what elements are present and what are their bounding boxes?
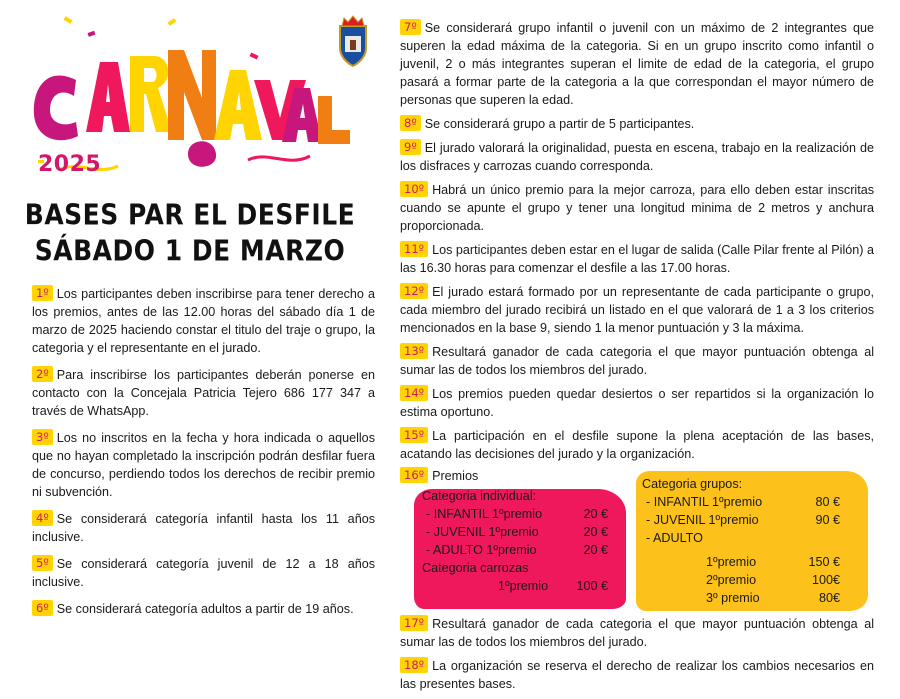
prize-label: 1ºpremio	[498, 579, 549, 593]
rule-18	[400, 657, 874, 693]
rule-number: 4º	[32, 510, 53, 526]
prize-value: 100 €	[576, 579, 608, 593]
rule-6	[32, 600, 375, 618]
prize-label: - ADULTO 1ºpremio	[426, 543, 537, 557]
rule-1	[32, 285, 375, 357]
rule-8	[400, 115, 874, 133]
prize-value: 20 €	[583, 525, 608, 539]
group-category-heading: Categoria grupos:	[642, 477, 743, 491]
rule-3	[32, 429, 375, 501]
rule-text: Para inscribirse los participantes deberán ponerse en contacto con la Concejala Patricia Tejero 686 177 347 a través de WhatsApp.	[32, 368, 375, 418]
prize-value: 150 €	[808, 555, 840, 569]
year-label: 2025	[38, 152, 102, 177]
rule-number: 10º	[400, 181, 428, 197]
rule-5	[32, 555, 375, 591]
rule-text: Resultará ganador de cada categoria el que mayor puntuación obtenga al sumar las de todos los miembros del jurado.	[400, 617, 874, 649]
rules-left-column	[32, 285, 375, 627]
rule-text: La participación en el desfile supone la plena aceptación de las bases, acatando las decisiones del jurado y la organización.	[400, 429, 874, 461]
rule-7	[400, 19, 874, 109]
rule-number: 5º	[32, 555, 53, 571]
rule-text: La organización se reserva el derecho de realizar los cambios necesarios en las presentes bases.	[400, 659, 874, 691]
rule-number: 14º	[400, 385, 428, 401]
rule-number: 11º	[400, 241, 428, 257]
prize-label: - INFANTIL 1ºpremio	[646, 495, 763, 509]
rule-text: Los participantes deben inscribirse para tener derecho a los premios, antes de las 12.00 horas del sábado día 1 de marzo de 2025 haciendo constar el titulo del traje o grupo, la categoria y el representante en el jurado.	[32, 287, 375, 355]
rule-text: Se considerará categoría juvenil de 12 a 18 años inclusive.	[32, 557, 375, 589]
rule-13	[400, 343, 874, 379]
prize-value: 80 €	[815, 495, 840, 509]
rule-17	[400, 615, 874, 651]
rule-number: 9º	[400, 139, 421, 155]
prize-value: 20 €	[583, 507, 608, 521]
rule-11	[400, 241, 874, 277]
rule-number: 17º	[400, 615, 428, 631]
coat-of-arms-icon	[336, 16, 370, 68]
rule-2	[32, 366, 375, 420]
rule-text: El jurado valorará la originalidad, puesta en escena, trabajo en la realización de los disfraces y carrozas cuando corresponda.	[400, 141, 874, 173]
rule-number: 1º	[32, 285, 53, 301]
rules-right-column	[400, 19, 874, 699]
prize-label: - ADULTO	[646, 531, 703, 545]
rule-number: 13º	[400, 343, 428, 359]
rule-12	[400, 283, 874, 337]
individual-category-heading: Categoria individual:	[422, 489, 537, 503]
rule-text: Los premios pueden quedar desiertos o ser repartidos si la organización lo estima oportuno.	[400, 387, 874, 419]
rule-text: Premios	[432, 469, 479, 483]
rule-text: Se considerará categoría adultos a partir de 19 años.	[56, 602, 354, 616]
rule-number: 6º	[32, 600, 53, 616]
rule-10	[400, 181, 874, 235]
rule-9	[400, 139, 874, 175]
rule-number: 8º	[400, 115, 421, 131]
prize-value: 80€	[818, 591, 840, 605]
rule-15	[400, 427, 874, 463]
rule-number: 18º	[400, 657, 428, 673]
rule-number: 7º	[400, 19, 421, 35]
page-title-line-2: SÁBADO 1 DE MARZO	[34, 233, 346, 268]
prize-value: 90 €	[815, 513, 840, 527]
rule-number: 12º	[400, 283, 428, 299]
prize-label: 2ºpremio	[706, 573, 757, 587]
rule-4	[32, 510, 375, 546]
rule-number: 15º	[400, 427, 428, 443]
rule-text: Los no inscritos en la fecha y hora indicada o aquellos que no hayan completado la inscripción podrán desfilar fuera de concurso, perdiendo todos los derechos de recibir premio ni subvención.	[32, 431, 375, 499]
rule-text: Se considerará grupo a partir de 5 participantes.	[424, 117, 695, 131]
carrozas-category-heading: Categoria carrozas	[422, 561, 529, 575]
rule-text: Habrá un único premio para la mejor carroza, para ello deben estar inscritas cuando se apunte el grupo y tener una longitud minima de 2 metros y anchura proporcionada.	[400, 183, 874, 233]
carnaval-logo	[18, 10, 363, 195]
prize-value: 100€	[811, 573, 840, 587]
rule-text: Los participantes deben estar en el lugar de salida (Calle Pilar frente al Pilón) a las 16.30 horas para comenzar el desfile a las 17.00 horas.	[400, 243, 874, 275]
prize-label: 3º premio	[706, 591, 760, 605]
prize-label: - JUVENIL 1ºpremio	[426, 525, 539, 539]
rule-text: Resultará ganador de cada categoria el que mayor puntuación obtenga al sumar las de todos los miembros del jurado.	[400, 345, 874, 377]
prize-label: - JUVENIL 1ºpremio	[646, 513, 759, 527]
prize-label: 1ºpremio	[706, 555, 757, 569]
prize-label: - INFANTIL 1ºpremio	[426, 507, 543, 521]
prizes-section	[400, 477, 874, 611]
rule-text: Se considerará categoría infantil hasta los 11 años inclusive.	[32, 512, 375, 544]
rule-number: 3º	[32, 429, 53, 445]
rule-text: Se considerará grupo infantil o juvenil con un máximo de 2 integrantes que superen la edad máxima de la categoria. Si en un grupo inscrito como infantil o juvenil, 2 o más integrantes superan el limite de edad de la categoria, el grupo pasará a formar parte de la categoria a la que correspondan el mayor número de personas que superen la edad.	[400, 21, 874, 107]
prize-value: 20 €	[583, 543, 608, 557]
rule-14	[400, 385, 874, 421]
rule-number: 16º	[400, 467, 428, 483]
rule-number: 2º	[32, 366, 53, 382]
rule-text: El jurado estará formado por un representante de cada participante o grupo, cada miembro del jurado recibirá un listado en el que valorará de 1 a 3 los criterios mencionados en la base 9, siendo 1 la menor puntuación y 3 la máxima.	[400, 285, 874, 335]
page-title-line-1: BASES PAR EL DESFILE	[24, 197, 356, 232]
